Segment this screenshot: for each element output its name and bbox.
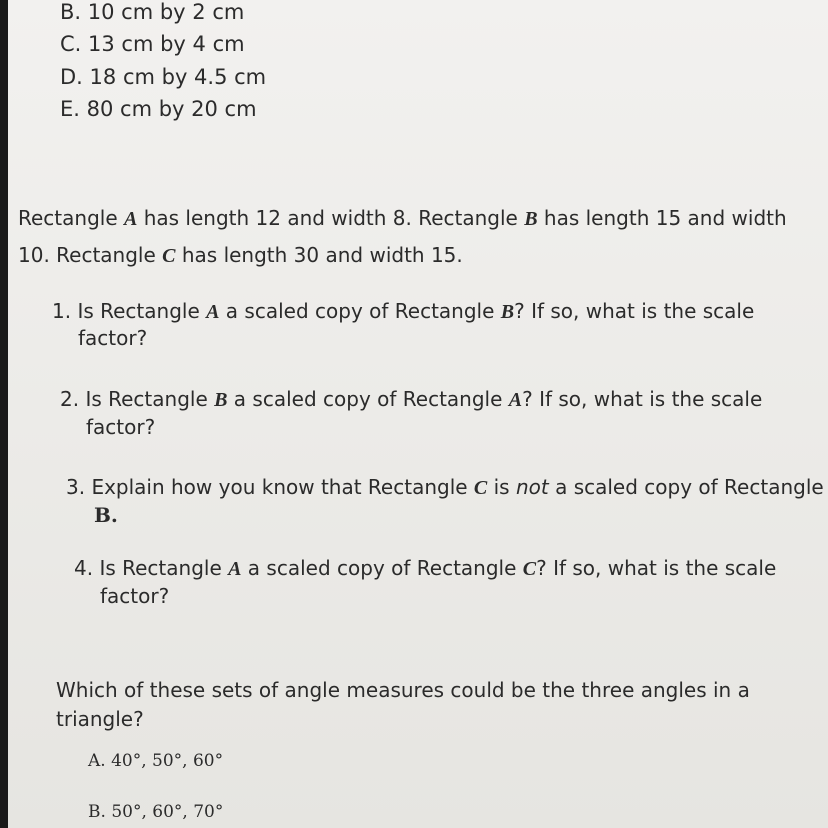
choice-text: 40°, 50°, 60° — [111, 751, 224, 771]
question-text: 2. Is Rectangle — [60, 387, 215, 411]
choice-letter: A. — [88, 751, 106, 771]
choice-text: 80 cm by 20 cm — [86, 97, 257, 121]
rect-a-var: A — [124, 208, 138, 230]
rect-b-var: B — [500, 301, 515, 323]
question-2-line-2: factor? — [86, 415, 156, 439]
choice-letter: D. — [60, 65, 83, 89]
question-text: 3. Explain how you know that Rectangle — [66, 475, 474, 499]
question-text: 4. Is Rectangle — [74, 556, 229, 580]
angle-choice-b — [88, 804, 223, 821]
question-1 — [52, 301, 754, 322]
rect-c-var: C — [522, 558, 537, 580]
choice-text: 18 cm by 4.5 cm — [89, 65, 267, 89]
intro-text: has length 30 and width 15. — [175, 243, 463, 267]
question-text: a scaled copy of Rectangle — [219, 299, 501, 323]
intro-line-2 — [18, 245, 463, 266]
rect-b-var: B — [524, 208, 538, 230]
choice-letter: E. — [60, 97, 80, 121]
rect-a-var: A — [206, 301, 220, 323]
choice-e — [60, 99, 257, 120]
worksheet-page — [8, 0, 828, 828]
question-text: ? If so, what is the scale — [514, 299, 755, 323]
choice-letter: C. — [60, 32, 82, 56]
rect-a-var: A — [228, 558, 242, 580]
angles-question-line-2: triangle? — [56, 707, 144, 731]
question-text: a scaled copy of Rectangle — [227, 387, 509, 411]
intro-text: Rectangle — [18, 206, 124, 230]
question-2 — [60, 389, 762, 410]
choice-d — [60, 67, 266, 88]
question-3 — [66, 477, 824, 498]
choice-b — [60, 2, 244, 23]
intro-text: has length 15 and width — [537, 206, 787, 230]
not-emphasis: not — [515, 475, 549, 499]
question-text: 1. Is Rectangle — [52, 299, 207, 323]
question-1-line-2: factor? — [78, 326, 148, 350]
question-text: ? If so, what is the scale — [522, 387, 763, 411]
question-text: is — [487, 475, 516, 499]
choice-text: 10 cm by 2 cm — [87, 0, 245, 24]
choice-text: 13 cm by 4 cm — [88, 32, 245, 56]
question-text: ? If so, what is the scale — [536, 556, 777, 580]
rect-c-var: C — [162, 245, 176, 267]
rect-b-var: B — [214, 389, 228, 411]
choice-text: 50°, 60°, 70° — [111, 802, 224, 822]
intro-text: has length 12 and width 8. Rectangle — [137, 206, 525, 230]
intro-text: 10. Rectangle — [18, 243, 163, 267]
question-3-line-2: B. — [94, 503, 118, 527]
angles-question-line-1: Which of these sets of angle measures could be the three angles in a — [56, 678, 750, 702]
question-text: a scaled copy of Rectangle — [241, 556, 523, 580]
question-text: a scaled copy of Rectangle — [548, 475, 824, 499]
choice-letter: B. — [88, 802, 106, 822]
rect-a-var: A — [508, 389, 523, 411]
choice-c — [60, 34, 245, 55]
question-4-line-2: factor? — [100, 584, 170, 608]
question-4 — [74, 558, 776, 579]
rect-c-var: C — [473, 477, 488, 499]
angle-choice-a — [88, 753, 223, 770]
choice-letter: B. — [60, 0, 82, 24]
intro-line-1 — [18, 208, 787, 229]
